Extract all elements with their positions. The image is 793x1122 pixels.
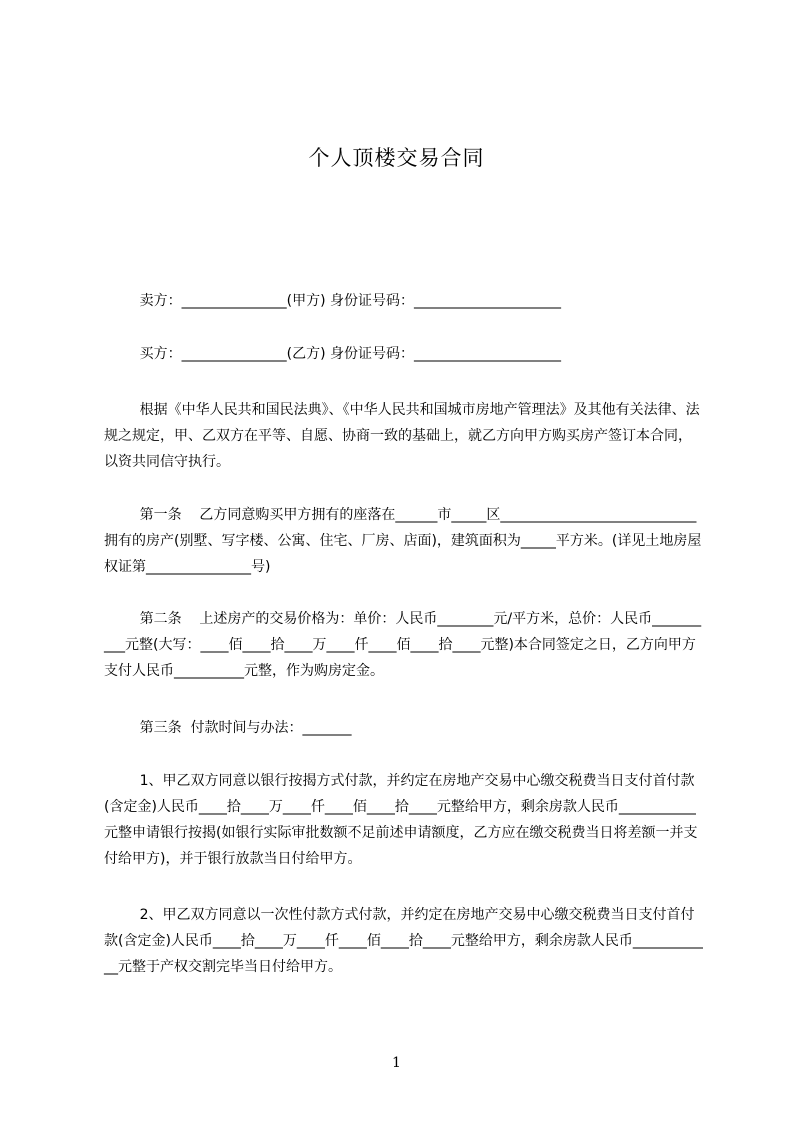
buyer-line: 买方：_______________(乙方) 身份证号码：_____________________ [104,346,561,362]
payment-clause-1: 1、甲乙双方同意以银行按揭方式付款，并约定在房地产交易中心缴交税费当日支付首付款(含定金)人民币____拾____万____仟____佰____拾____元整给甲方，剩余房款人民币___________元整申请银行按揭(如银行实际审批数额不足前述申请额度，乙方应在缴交税费当日将差额一并支付给甲方)，并于银行放款当日付给甲方。 [104,773,698,867]
preamble-paragraph: 根据《中华人民共和国民法典》、《中华人民共和国城市房地产管理法》及其他有关法律、法规之规定，甲、乙双方在平等、自愿、协商一致的基础上，就乙方向甲方购买房产签订本合同，以资共同信守执行。 [104,402,700,470]
seller-line: 卖方：_______________(甲方) 身份证号码：_____________________ [104,293,561,309]
contract-title: 个人顶楼交易合同 [308,146,485,170]
page-number: 1 [392,1055,401,1071]
payment-clause-2: 2、甲乙双方同意以一次性付款方式付款，并约定在房地产交易中心缴交税费当日支付首付款(含定金)人民币____拾____万____仟____佰____拾____元整给甲方，剩余房款人民币____________元整于产权交割完毕当日付给甲方。 [104,907,703,975]
article-1-paragraph: 第一条 乙方同意购买甲方拥有的座落在______市_____区____________________________拥有的房产(别墅、写字楼、公寓、住宅、厂房、店面)，建筑面积为_____平方米。(详见土地房屋权证第_______________号) [104,507,702,575]
article-3-heading: 第三条 付款时间与办法：_______ [104,720,352,736]
article-2-paragraph: 第二条 上述房产的交易价格为：单价：人民币________元/平方米，总价：人民币__________元整(大写：____佰____拾____万____仟____佰____拾____元整)本合同签定之日，乙方向甲方支付人民币__________元整，作为购房定金。 [104,611,702,679]
